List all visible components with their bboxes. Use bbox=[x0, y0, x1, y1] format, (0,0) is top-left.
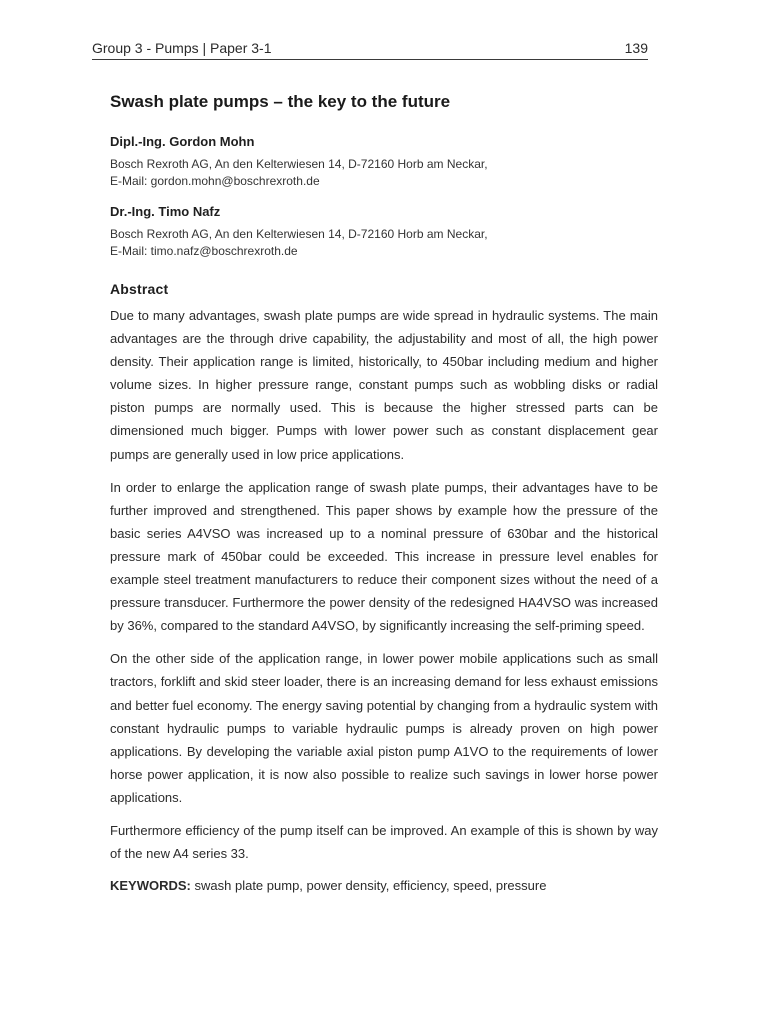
keywords-line bbox=[110, 877, 658, 895]
abstract-paragraph: In order to enlarge the application range of swash plate pumps, their advantages have to be further improved and strengthened. This paper shows by example how the pressure of the basic series A4VSO was increased up to a nominal pressure of 630bar and the historical pressure mark of 450bar could be exceeded. This increase in pressure level enables for example steel treatment manufacturers to reduce their component sizes without the need of a pressure transducer. Furthermore the power density of the redesigned HA4VSO was increased by 36%, compared to the standard A4VSO, by significantly increasing the self-priming speed. bbox=[110, 479, 658, 634]
author-name: Dipl.-Ing. Gordon Mohn bbox=[110, 134, 255, 149]
author-email: E-Mail: gordon.mohn@boschrexroth.de bbox=[110, 174, 320, 188]
abstract-paragraph: On the other side of the application range, in lower power mobile applications such as small tractors, forklift and skid steer loader, there is an increasing demand for less exhaust emissions and better fuel economy. The energy saving potential by changing from a hydraulic system with constant hydraulic pumps to variable hydraulic pumps is already proven on high power applications. By developing the variable axial piston pump A1VO to the requirements of lower horse power application, it is now also possible to realize such savings in lower horse power applications. bbox=[110, 651, 658, 805]
running-title: Group 3 - Pumps | Paper 3-1 bbox=[92, 40, 272, 56]
abstract-heading: Abstract bbox=[110, 281, 169, 297]
author-name: Dr.-Ing. Timo Nafz bbox=[110, 204, 221, 219]
paper-title: Swash plate pumps – the key to the future bbox=[110, 92, 451, 111]
keywords-label: KEYWORDS: bbox=[110, 878, 191, 894]
author-email: E-Mail: timo.nafz@boschrexroth.de bbox=[110, 244, 298, 258]
author-block-1 bbox=[110, 134, 658, 190]
keywords-text: swash plate pump, power density, efficiency, speed, pressure bbox=[194, 878, 547, 894]
author-block-2 bbox=[110, 204, 658, 260]
abstract-paragraph: Furthermore efficiency of the pump itself can be improved. An example of this is shown by way of the new A4 series 33. bbox=[110, 822, 658, 862]
author-address: Bosch Rexroth AG, An den Kelterwiesen 14, D-72160 Horb am Neckar, bbox=[110, 227, 488, 241]
paper-body bbox=[110, 92, 658, 895]
author-address: Bosch Rexroth AG, An den Kelterwiesen 14, D-72160 Horb am Neckar, bbox=[110, 157, 488, 171]
abstract-paragraph: Due to many advantages, swash plate pumps are wide spread in hydraulic systems. The main advantages are the through drive capability, the adjustability and most of all, the high power density. Their application range is limited, historically, to 450bar including medium and higher volume sizes. In higher pressure range, constant pumps such as wobbling disks or radial piston pumps are normally used. This is because the higher stressed parts can be dimensioned much bigger. Pumps with lower power such as constant displacement gear pumps are generally used in low price applications. bbox=[110, 308, 658, 462]
header-rule bbox=[92, 59, 648, 60]
page-number: 139 bbox=[624, 40, 648, 56]
